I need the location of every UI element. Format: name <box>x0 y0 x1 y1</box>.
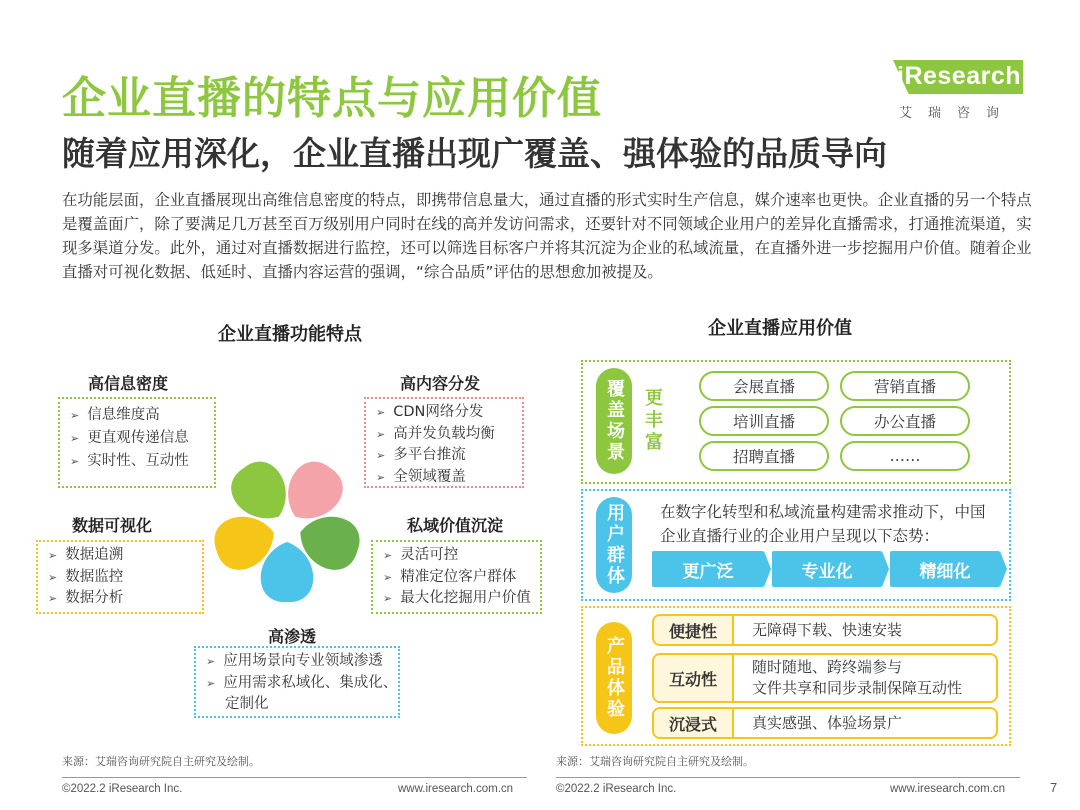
feature-item: ➢ 多平台推流 <box>376 445 512 467</box>
trend-chip: 精细化 <box>890 551 1000 587</box>
feature-title-info-density: 高信息密度 <box>88 374 169 393</box>
feature-title-data-visualization: 数据可视化 <box>72 516 153 535</box>
copyright-right: ©2022.2 iResearch Inc. <box>556 783 677 795</box>
experience-line: 真实感强、体验场景广 <box>752 713 903 732</box>
source-note-right: 来源：艾瑞咨询研究院自主研究及绘制。 <box>556 755 754 768</box>
feature-box-data-visualization <box>36 540 204 614</box>
page-title: 企业直播的特点与应用价值 <box>62 73 602 124</box>
page-subtitle: 随着应用深化，企业直播出现广覆盖、强体验的品质导向 <box>62 134 887 173</box>
user-group-text: 在数字化转型和私域流量构建需求推动下，中国企业直播行业的企业用户呈现以下态势： <box>660 503 986 545</box>
scene-pill: 营销直播 <box>840 371 970 401</box>
copyright-left: ©2022.2 iResearch Inc. <box>62 783 183 795</box>
scene-pill: 招聘直播 <box>699 441 829 471</box>
cover-scenes-label: 覆盖场景 <box>596 368 632 474</box>
iresearch-logo <box>893 60 1025 124</box>
intro-paragraph: 在功能层面，企业直播展现出高维信息密度的特点，即携带信息量大，通过直播的形式实时生产信息，媒介速率也更快。企业直播的另一个特点是覆盖面广，除了要满足几万甚至百万级别用户同时在线的高并发访问需求，还要针对不同领域企业用户的差异化直播需求，打通推流渠道，实现多渠道分发。此外，通过对直播数据进行监控，还可以筛选目标客户并将其沉淀为企业的私域流量，在直播外进一步挖掘用户价值。随着企业直播对可视化数据、低延时、直播内容运营的强调，“综合品质”评估的思想愈加被提及。 <box>62 191 1032 281</box>
footer-divider-left <box>62 777 527 778</box>
feature-title-penetration: 高渗透 <box>268 627 317 646</box>
page-number: 7 <box>1050 780 1058 795</box>
feature-box-private-value <box>371 540 542 614</box>
trend-chip: 更广泛 <box>652 551 764 587</box>
feature-item: ➢ 信息维度高 <box>70 404 204 427</box>
experience-line: 无障碍下载、快速安装 <box>752 620 903 639</box>
experience-key: 便捷性 <box>654 616 734 644</box>
feature-item: ➢ 灵活可控 <box>383 545 530 567</box>
experience-line: 文件共享和同步录制保障互动性 <box>752 679 963 697</box>
feature-item: ➢ 精准定位客户群体 <box>383 567 530 589</box>
feature-item: ➢ 数据分析 <box>48 588 192 610</box>
feature-item: ➢ 应用场景向专业领域渗透 <box>206 651 388 673</box>
footer-divider-right <box>556 777 1020 778</box>
website-link-left[interactable]: www.iresearch.com.cn <box>398 783 514 795</box>
feature-item: 定制化 <box>225 696 269 712</box>
logo-cn-text: 艾瑞咨询 <box>899 106 1016 121</box>
right-section-title: 企业直播应用价值 <box>708 318 852 339</box>
scene-pill: …… <box>840 441 970 471</box>
experience-value <box>752 709 988 737</box>
experience-key: 互动性 <box>654 655 734 701</box>
feature-item: ➢ 数据追溯 <box>48 545 192 567</box>
feature-box-info-density <box>58 397 216 488</box>
source-note-left: 来源：艾瑞咨询研究院自主研究及绘制。 <box>62 755 260 768</box>
petal-4 <box>261 542 314 602</box>
logo-text: iResearch <box>897 62 1022 90</box>
experience-key: 沉浸式 <box>654 709 734 737</box>
user-group-label: 用户群体 <box>596 497 632 593</box>
feature-item: ➢ 最大化挖掘用户价值 <box>383 588 530 610</box>
experience-row-immersive <box>652 707 998 739</box>
experience-value <box>752 616 988 644</box>
scene-pill: 培训直播 <box>699 406 829 436</box>
feature-item: ➢ 更直观传递信息 <box>70 427 204 450</box>
experience-value <box>752 655 988 701</box>
feature-title-private-value: 私域价值沉淀 <box>407 516 504 535</box>
feature-item: ➢ CDN网络分发 <box>376 402 512 424</box>
feature-item: ➢ 全领域覆盖 <box>376 467 512 489</box>
feature-box-content-distribution <box>364 397 524 488</box>
scene-pill: 办公直播 <box>840 406 970 436</box>
feature-petal-graphic <box>202 448 372 608</box>
scene-pill: 会展直播 <box>699 371 829 401</box>
feature-item: ➢ 应用需求私域化、集成化、 <box>206 673 388 695</box>
trend-chip: 专业化 <box>772 551 882 587</box>
experience-line: 随时随地、跨终端参与 <box>752 658 903 676</box>
website-link-right[interactable]: www.iresearch.com.cn <box>890 783 1006 795</box>
product-experience-label: 产品体验 <box>596 622 632 734</box>
richer-tag: 更丰富 <box>645 388 663 453</box>
feature-box-penetration <box>194 646 400 718</box>
feature-title-content-distribution: 高内容分发 <box>400 374 481 393</box>
left-section-title: 企业直播功能特点 <box>218 324 362 345</box>
experience-row-convenience <box>652 614 998 646</box>
feature-item: ➢ 实时性、互动性 <box>70 450 204 473</box>
feature-item: ➢ 高并发负载均衡 <box>376 424 512 446</box>
feature-item: ➢ 数据监控 <box>48 567 192 589</box>
experience-row-interactivity <box>652 653 998 703</box>
